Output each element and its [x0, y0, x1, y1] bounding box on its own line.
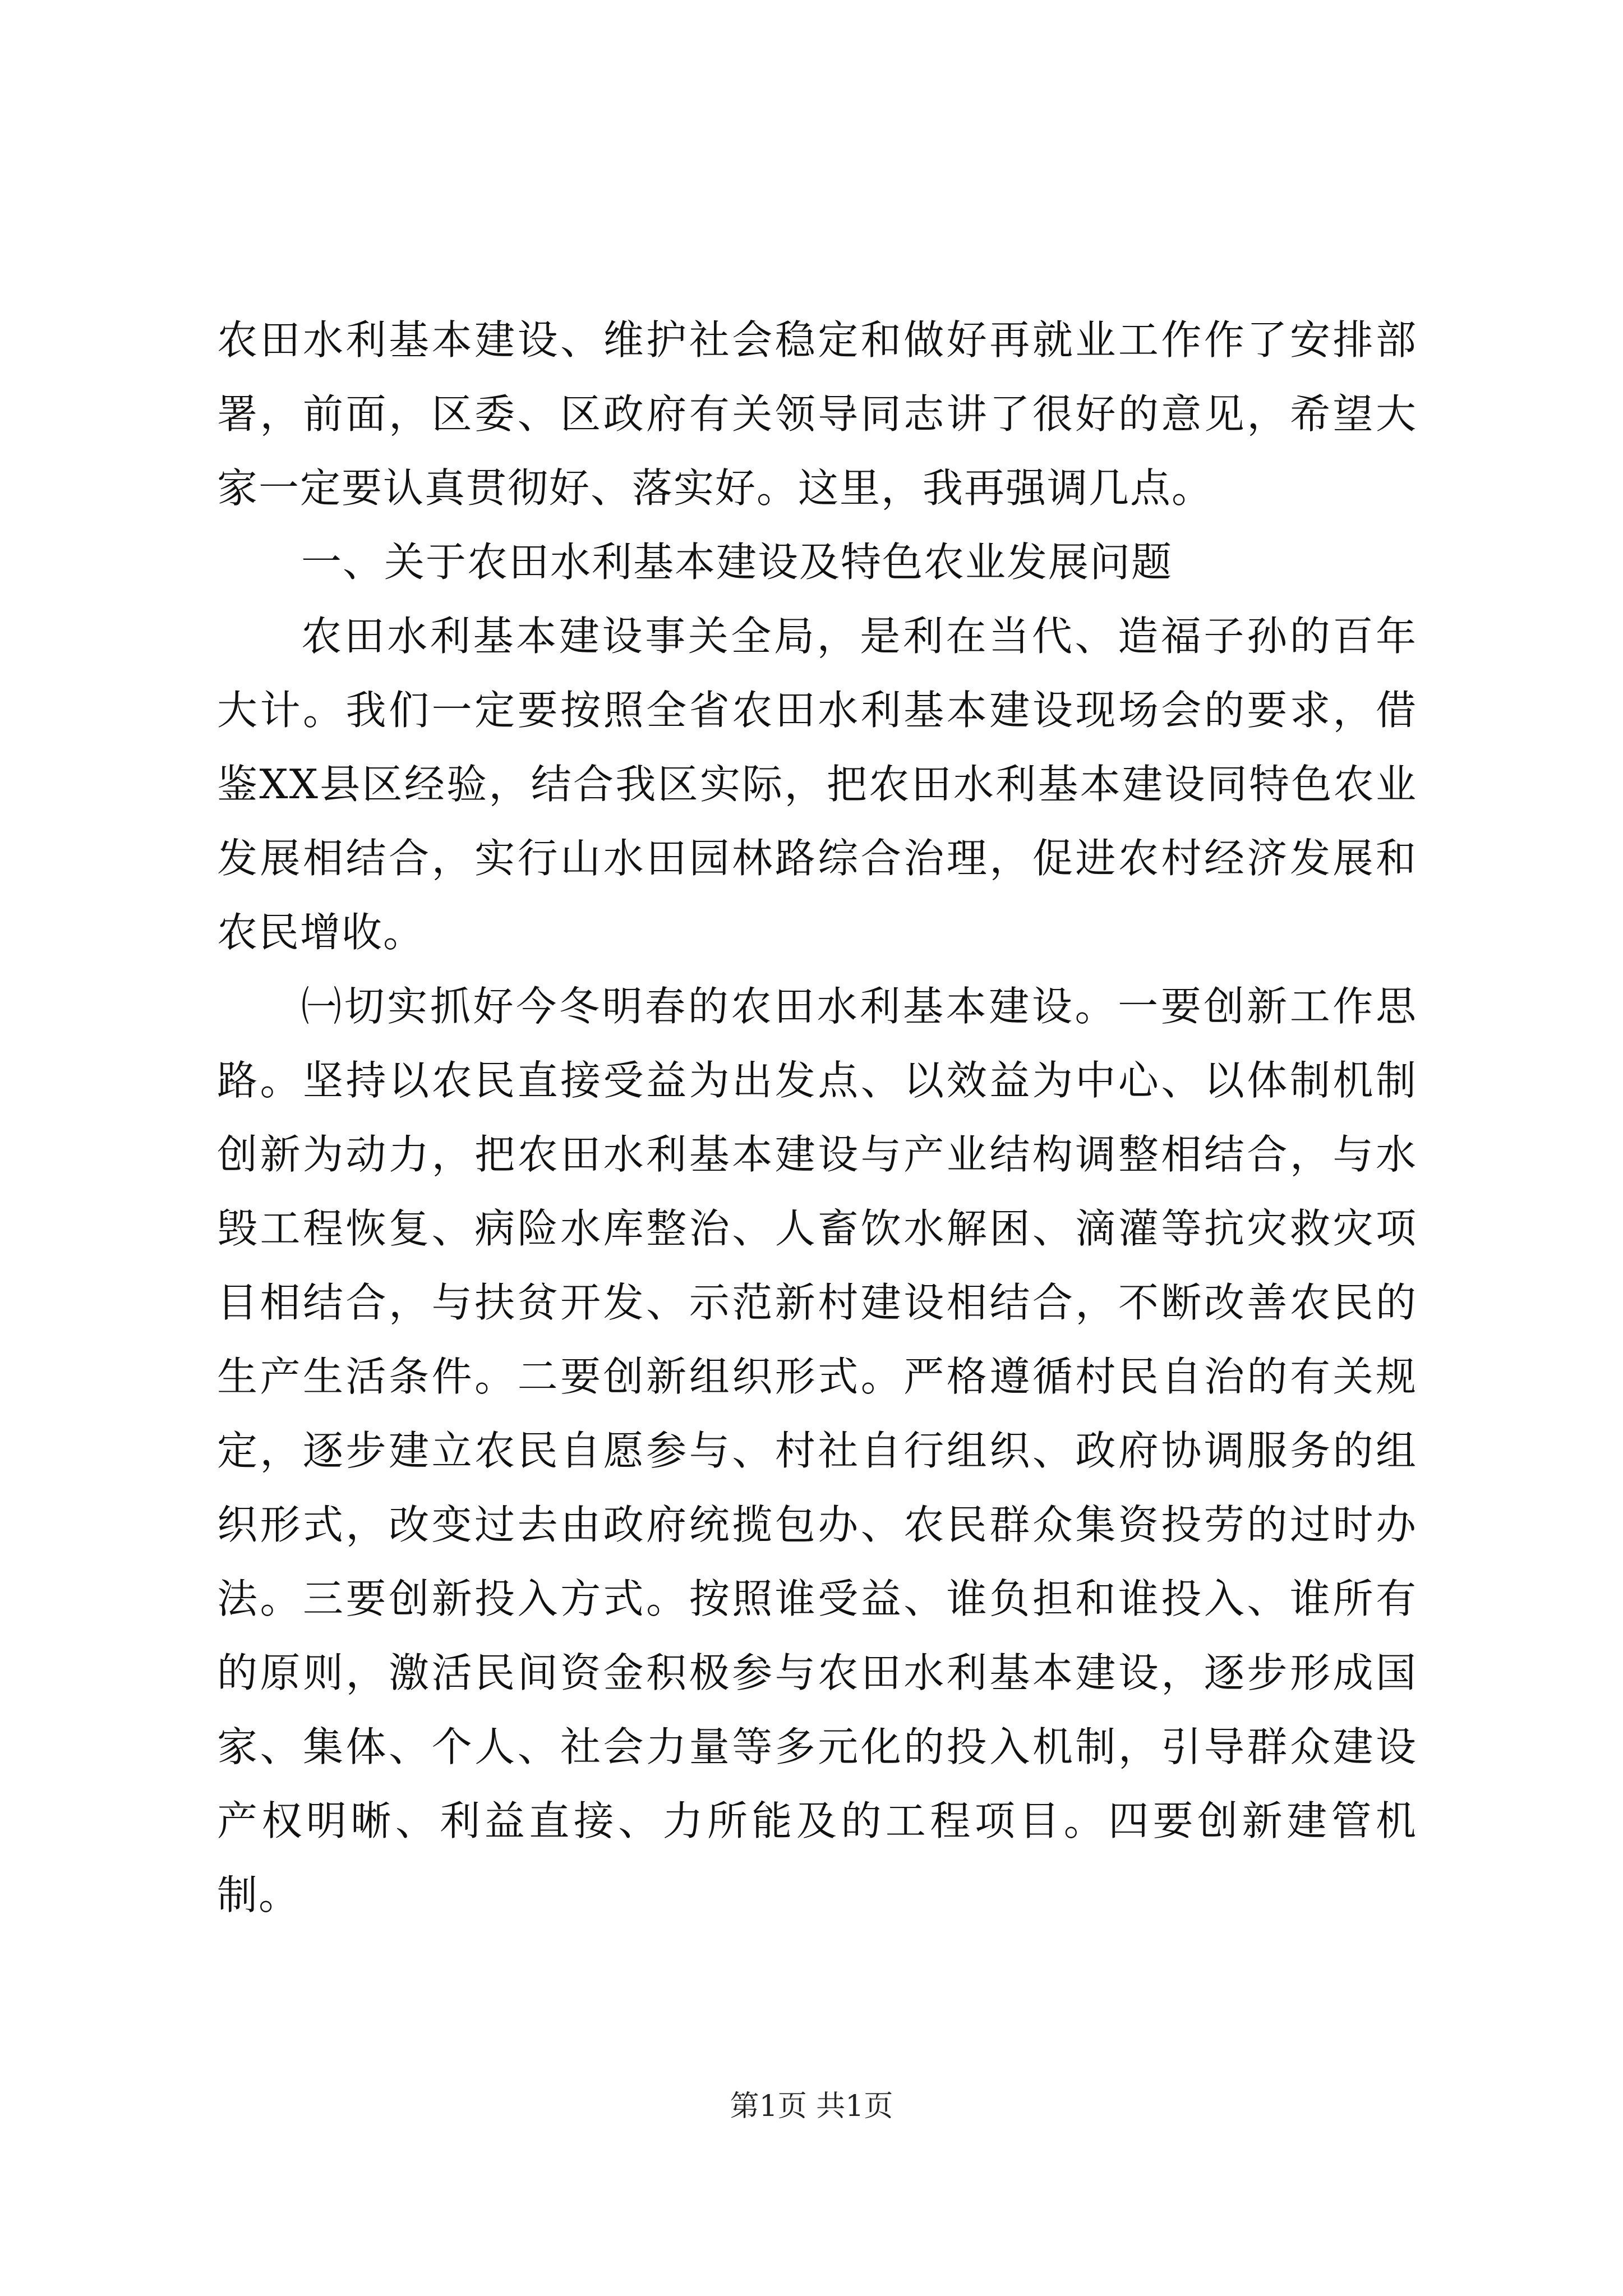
paragraph-intro: 农田水利基本建设、维护社会稳定和做好再就业工作作了安排部署，前面，区委、区政府有关领导同志讲了很好的意见，希望大家一定要认真贯彻好、落实好。这里，我再强调几点。: [217, 316, 1417, 512]
paragraph-subsection-1: ㈠切实抓好今冬明春的农田水利基本建设。一要创新工作思路。坚持以农民直接受益为出发点、以效益为中心、以体制机制创新为动力，把农田水利基本建设与产业结构调整相结合，与水毁工程恢复、病险水库整治、人畜饮水解困、滴灌等抗灾救灾项目相结合，与扶贫开发、示范新村建设相结合，不断改善农民的生产生活条件。二要创新组织形式。严格遵循村民自治的有关规定，逐步建立农民自愿参与、村社自行组织、政府协调服务的组织形式，改变过去由政府统揽包办、农民群众集资投劳的过时办法。三要创新投入方式。按照谁受益、谁负担和谁投入、谁所有的原则，激活民间资金积极参与农田水利基本建设，逐步形成国家、集体、个人、社会力量等多元化的投入机制，引导群众建设产权明晰、利益直接、力所能及的工程项目。四要创新建管机制。: [217, 983, 1417, 1918]
page-footer: 第1页 共1页: [730, 2090, 893, 2123]
section-heading: 一、关于农田水利基本建设及特色农业发展问题: [301, 539, 1173, 586]
paragraph-overview: 农田水利基本建设事关全局，是利在当代、造福子孙的百年大计。我们一定要按照全省农田水利基本建设现场会的要求，借鉴XX县区经验，结合我区实际，把农田水利基本建设同特色农业发展相结合，实行山水田园林路综合治理，促进农村经济发展和农民增收。: [217, 613, 1417, 956]
document-body: [217, 303, 1417, 1932]
